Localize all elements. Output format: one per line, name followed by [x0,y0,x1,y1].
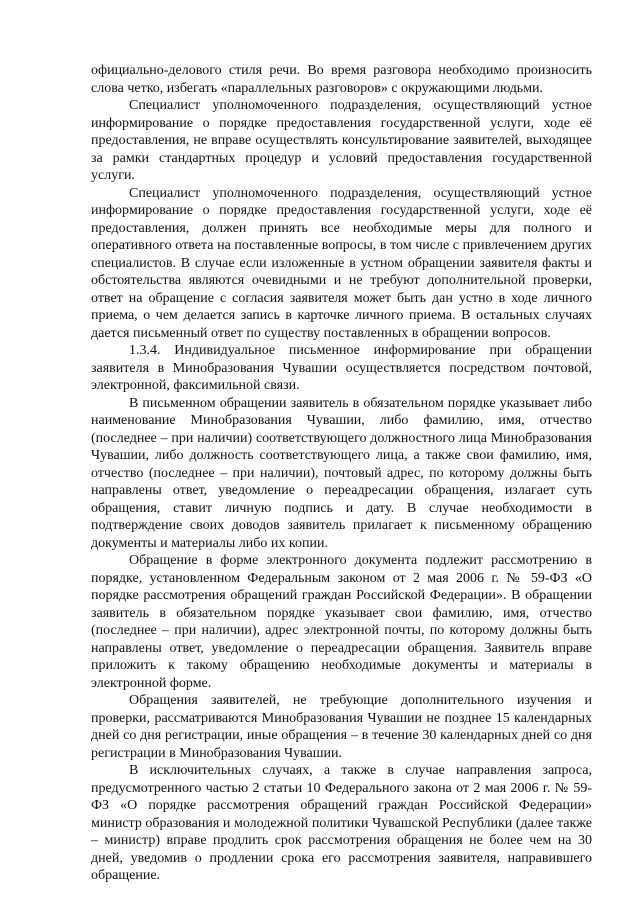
paragraph-oral-response: Специалист уполномоченного подразделения, осуществляющий устное информирование о порядке предоставления государственной услуги, ходе её предоставления, должен принять все необходимые меры для полного и оперативного ответа на поставленные вопросы, в том числе с привлечением других специалистов. В случае если изложенные в устном обращении заявителя факты и обстоятельства являются очевидными и не требуют дополнительной проверки, ответ на обращение с согласия заявителя может быть дан устно в ходе личного приема, о чем делается запись в карточке личного приема. В остальных случаях дается письменный ответ по существу поставленных в обращении вопросов. [91,185,592,341]
paragraph-consultation-limits: Специалист уполномоченного подразделения, осуществляющий устное информирование о порядке предоставления государственной услуги, ходе её предоставления, не вправе осуществлять консультирование заявителей, выходящее за рамки стандартных процедур и условий предоставления государственной услуги. [91,98,592,183]
paragraph-section-1-3-4: 1.3.4. Индивидуальное письменное информирование при обращении заявителя в Минобразования Чувашии осуществляется посредством почтовой, электронной, факсимильной связи. [91,343,592,393]
document-body [91,62,592,885]
paragraph-continuation: официально-делового стиля речи. Во время разговора необходимо произносить слова четко, избегать «параллельных разговоров» с окружающими людьми. [91,63,592,96]
paragraph-review-terms: Обращения заявителей, не требующие дополнительного изучения и проверки, рассматриваются Минобразования Чувашии не позднее 15 календарных дней со дня регистрации, иные обращения – в течение 30 календарных дней со дня регистрации в Минобразования Чувашии. [91,693,592,761]
paragraph-electronic-request: Обращение в форме электронного документа подлежит рассмотрению в порядке, установленном Федеральным законом от 2 мая 2006 г. № 59-ФЗ «О порядке рассмотрения обращений граждан Российской Федерации». В обращении заявитель в обязательном порядке указывает свои фамилию, имя, отчество (последнее – при наличии), адрес электронной почты, по которому должны быть направлены ответ, уведомление о переадресации обращения. Заявитель вправе приложить к такому обращению необходимые документы и материалы в электронной форме. [91,553,592,691]
paragraph-written-request: В письменном обращении заявитель в обязательном порядке указывает либо наименование Минобразования Чувашии, либо фамилию, имя, отчество (последнее – при наличии) соответствующего должностного лица Минобразования Чувашии, либо должность соответствующего лица, а также свои фамилию, имя, отчество (последнее – при наличии), почтовый адрес, по которому должны быть направлены ответ, уведомление о переадресации обращения, излагает суть обращения, ставит личную подпись и дату. В случае необходимости в подтверждение своих доводов заявитель прилагает к письменному обращению документы и материалы либо их копии. [91,395,592,551]
paragraph-extension: В исключительных случаях, а также в случае направления запроса, предусмотренного частью 2 статьи 10 Федерального закона от 2 мая 2006 г. № 59-ФЗ «О порядке рассмотрения обращений граждан Российской Федерации» министр образования и молодежной политики Чувашской Республики (далее также – министр) вправе продлить срок рассмотрения обращения не более чем на 30 дней, уведомив о продлении срока его рассмотрения заявителя, направившего обращение. [91,763,592,883]
